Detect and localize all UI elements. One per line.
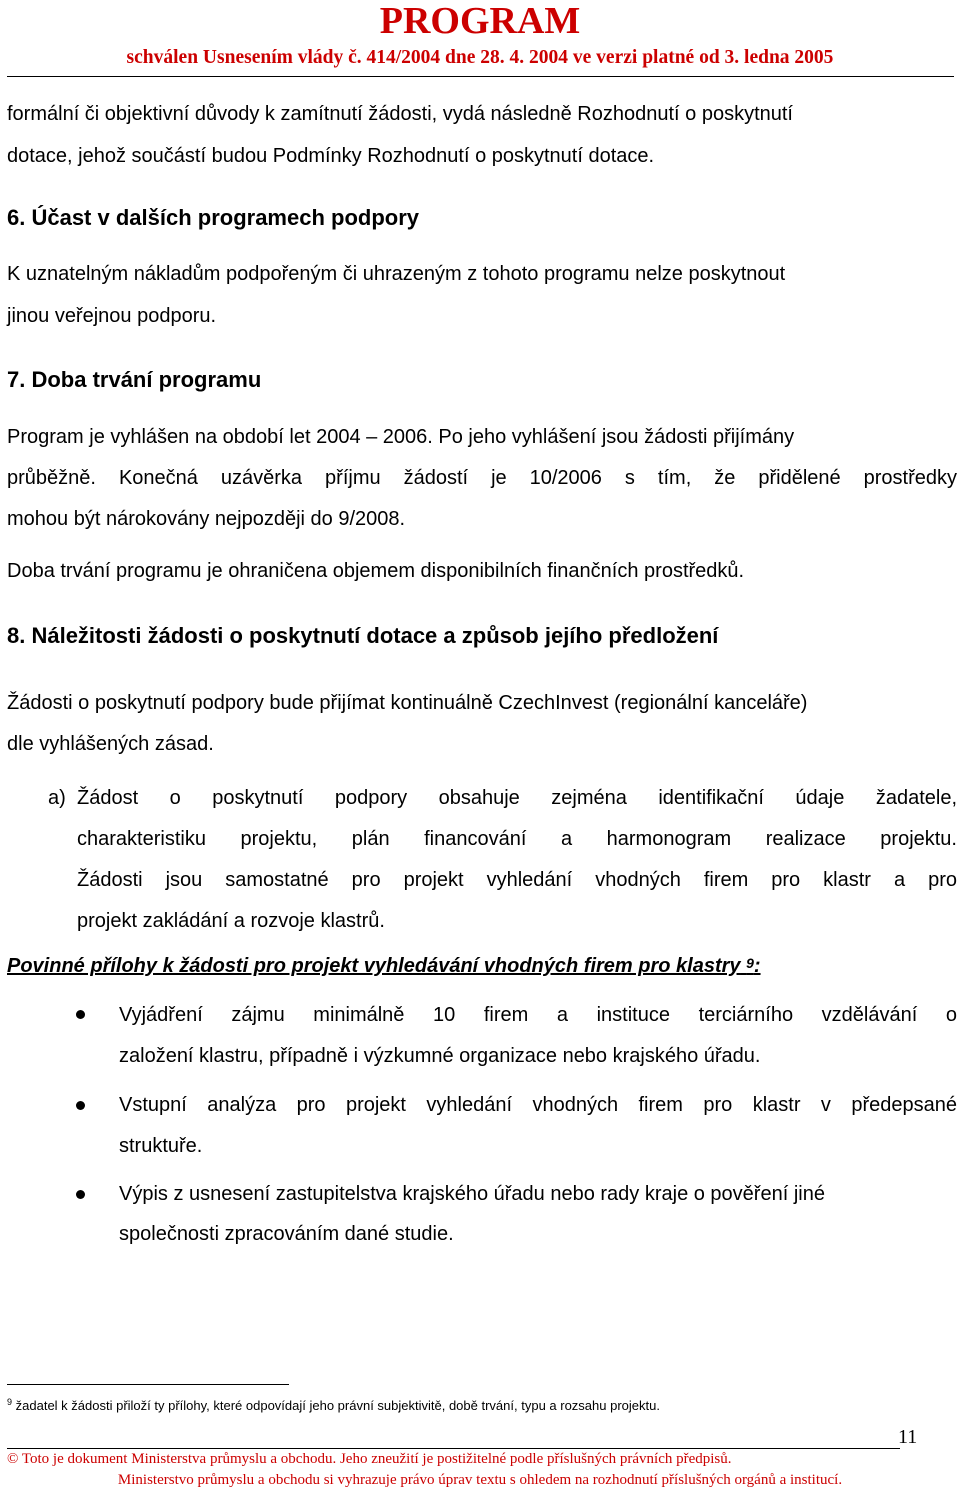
paragraph-line: Program je vyhlášen na období let 2004 – 2006. Po jeho vyhlášení jsou žádosti přijímány: [7, 426, 795, 448]
footer-copyright: © Toto je dokument Ministerstva průmyslu a obchodu. Jeho zneužití je postižitelné podle příslušných právních předpisů.: [7, 1451, 732, 1467]
list-marker-a: a): [48, 787, 66, 809]
footer-disclaimer: Ministerstvo průmyslu a obchodu si vyhrazuje právo úprav textu s ohledem na rozhodnutí příslušných orgánů a institucí.: [117, 1472, 843, 1488]
page-number: 11: [898, 1426, 918, 1448]
footnote-reference: 9: [746, 955, 754, 971]
section-8-heading: 8. Náležitosti žádosti o poskytnutí dotace a způsob jejího předložení: [7, 623, 719, 648]
list-item-line: Žádosti jsou samostatné pro projekt vyhledání vhodných firem pro klastr a pro: [77, 869, 957, 891]
paragraph-line: Žádosti o poskytnutí podpory bude přijímat kontinuálně CzechInvest (regionální kanceláře): [7, 692, 808, 714]
paragraph-line: formální či objektivní důvody k zamítnutí žádosti, vydá následně Rozhodnutí o poskytnutí: [7, 103, 793, 125]
list-item-line: projekt zakládání a rozvoje klastrů.: [77, 910, 385, 932]
paragraph-line: jinou veřejnou podporu.: [7, 305, 217, 327]
document-subtitle: schválen Usnesením vlády č. 414/2004 dne 28. 4. 2004 ve verzi platné od 3. ledna 2005: [126, 47, 834, 68]
paragraph-line: dle vyhlášených zásad.: [7, 733, 214, 755]
list-item-line: Žádost o poskytnutí podpory obsahuje zejména identifikační údaje žadatele,: [77, 787, 957, 809]
paragraph-line: Doba trvání programu je ohraničena objemem disponibilních finančních prostředků.: [7, 560, 745, 582]
bullet-item-line: společnosti zpracováním dané studie.: [119, 1223, 454, 1245]
bullet-item-line: Výpis z usnesení zastupitelstva krajského úřadu nebo rady kraje o pověření jiné: [119, 1183, 825, 1205]
mandatory-attachments-title: Povinné přílohy k žádosti pro projekt vyhledávání vhodných firem pro klastry: [7, 955, 741, 977]
header-divider: [7, 76, 954, 77]
bullet-item-line: Vstupní analýza pro projekt vyhledání vhodných firem pro klastr v předepsané: [119, 1094, 957, 1116]
paragraph-line: K uznatelným nákladům podpořeným či uhrazeným z tohoto programu nelze poskytnout: [7, 263, 786, 285]
list-item-line: charakteristiku projektu, plán financování a harmonogram realizace projektu.: [77, 828, 957, 850]
bullet-icon: [76, 1101, 85, 1110]
paragraph-line: průběžně. Konečná uzávěrka příjmu žádostí je 10/2006 s tím, že přidělené prostředky: [7, 467, 957, 489]
footnote-divider: [7, 1384, 289, 1385]
section-6-heading: 6. Účast v dalších programech podpory: [7, 205, 420, 230]
mandatory-attachments-heading: [7, 953, 761, 980]
bullet-icon: [76, 1010, 85, 1019]
footnote-text: žadatel k žádosti přiloží ty přílohy, které odpovídají jeho právní subjektivitě, době trvání, typu a rozsahu projektu.: [15, 1398, 660, 1413]
paragraph-line: dotace, jehož součástí budou Podmínky Rozhodnutí o poskytnutí dotace.: [7, 145, 655, 167]
paragraph-line: mohou být nárokovány nejpozději do 9/2008.: [7, 508, 406, 530]
document-title: PROGRAM: [379, 0, 581, 42]
footnote: [7, 1397, 660, 1416]
bullet-icon: [76, 1190, 85, 1199]
section-7-heading: 7. Doba trvání programu: [7, 367, 262, 392]
bullet-item-line: založení klastru, případně i výzkumné organizace nebo krajského úřadu.: [119, 1045, 761, 1067]
bullet-item-line: struktuře.: [119, 1135, 203, 1157]
bullet-item-line: Vyjádření zájmu minimálně 10 firem a instituce terciárního vzdělávání o: [119, 1004, 957, 1026]
footer-divider: [7, 1448, 900, 1449]
heading-colon: :: [753, 955, 761, 977]
footnote-number: 9: [7, 1397, 13, 1407]
